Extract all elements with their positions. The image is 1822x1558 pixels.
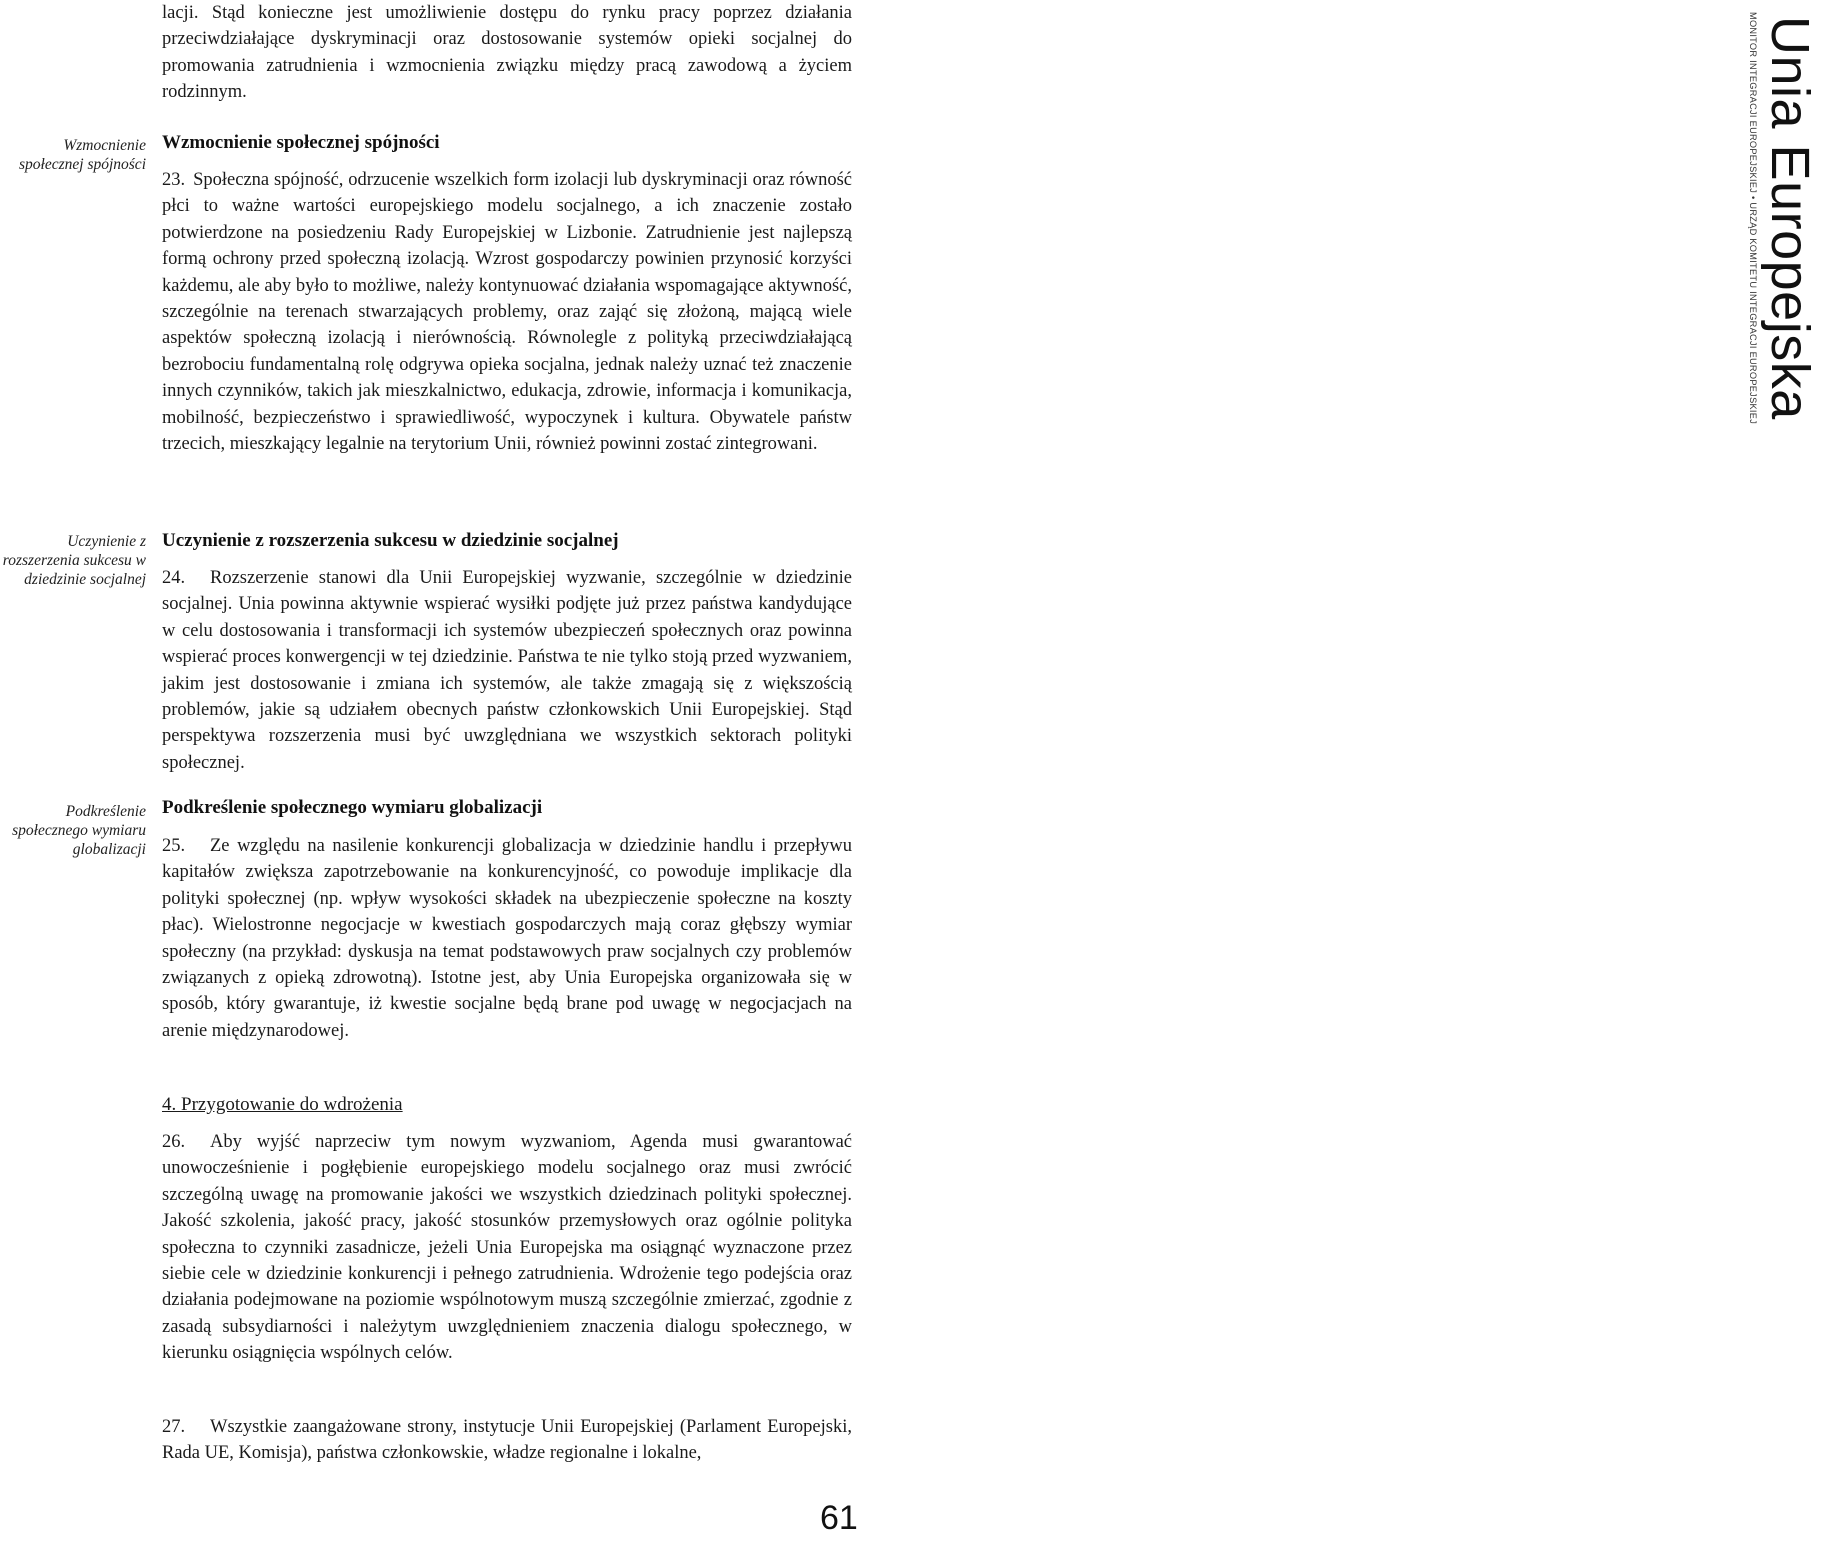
paragraph-text: Rozszerzenie stanowi dla Unii Europejskiej wyzwanie, szczególnie w dziedzinie socjalnej. Unia powinna aktywnie wspierać wysiłki podjęte już przez państwa kandydujące w celu dostosowania i transformacji ich systemów ubezpieczeń społecznych oraz powinna wspierać proces konwergencji w tej dziedzinie. Państwa te nie tylko stoją przed wyzwaniem, jakim jest dostosowanie i zmiana ich systemów, ale także zmagają się z większością problemów, jakie są udziałem obecnych państw członkowskich Unii Europejskiej. Stąd perspektywa rozszerzenia musi być uwzględniana we wszystkich sektorach polityki społecznej.: [162, 568, 852, 773]
intro-paragraph: lacji. Stąd konieczne jest umożliwienie dostępu do rynku pracy poprzez działania przeciwdziałające dyskryminacji oraz dostosowanie systemów opieki socjalnej do promowania zatrudnienia i wzmocnienia związku między pracą zawodową a życiem rodzinnym.: [162, 3, 852, 103]
chapter-body-continued: [162, 1414, 852, 1467]
paragraph-text: Ze względu na nasilenie konkurencji globalizacja w dziedzinie handlu i przepływu kapitałów zwiększa zapotrzebowanie na konkurencyjność, co powoduje implikacje dla polityki społecznej (np. wpływ wysokości składek na ubezpieczenie społeczne na koszty płac). Wielostronne negocjacje w kwestiach gospodarczych mają coraz głębszy wymiar społeczny (na przykład: dyskusja na temat podstawowych praw socjalnych czy problemów związanych z opieką zdrowotną). Istotne jest, aby Unia Europejska organizowała się w sposób, który gwarantuje, iż kwestie socjalne będą brane pod uwagę w negocjacjach na arenie międzynarodowej.: [162, 836, 852, 1041]
intro-block: [162, 0, 852, 106]
section-body-enlargement: [162, 565, 852, 776]
paragraph-text: Społeczna spójność, odrzucenie wszelkich form izolacji lub dyskryminacji oraz równość płci to ważne wartości europejskiego modelu socjalnego, a ich znaczenie zostało potwierdzone na posiedzeniu Rady Europejskiej w Lizbonie. Zatrudnienie jest najlepszą formą ochrony przed społeczną izolacją. Wzrost gospodarczy powinien przynosić korzyści każdemu, ale aby było to możliwe, należy kontynuować działania wspomagające aktywność, szczególnie na terenach stwarzających problemy, oraz zająć się złożoną, mającą wiele aspektów społeczną izolacją i nierównością. Równolegle z polityką przeciwdziałającą bezrobociu fundamentalną rolę odgrywa opieka socjalna, jednak należy uznać też znaczenie innych czynników, takich jak mieszkalnictwo, edukacja, zdrowie, informacja i komunikacja, mobilność, bezpieczeństwo i sprawiedliwość, wypoczynek i kultura. Obywatele państw trzecich, mieszkający legalnie na terytorium Unii, również powinni zostać zintegrowani.: [162, 170, 852, 455]
page-number: 61: [820, 1499, 858, 1537]
margin-note-social-cohesion: Wzmocnienie społecznej spójności: [19, 137, 146, 173]
paragraph-text: Aby wyjść naprzeciw tym nowym wyzwaniom, Agenda musi gwarantować unowocześnienie i pogłębienie europejskiego modelu socjalnego oraz musi zwrócić szczególną uwagę na promowanie jakości we wszystkich dziedzinach polityki społecznej. Jakość szkolenia, jakość pracy, jakość stosunków przemysłowych oraz ogólnie polityka społeczna to czynniki zasadnicze, jeżeli Unia Europejska ma osiągnąć wyznaczone przez siebie cele w dziedzinie konkurencji i pełnego zatrudnienia. Wdrożenie tego podejścia oraz działania podejmowane na poziomie wspólnotowym muszą szczególnie zmierzać, zgodnie z zasadą subsydiarności i należytym uwzględnieniem znaczenia dialogu społecznego, w kierunku osiągnięcia wspólnych celów.: [162, 1132, 852, 1364]
paragraph-number: 23.: [162, 170, 186, 190]
section-body-globalization: [162, 833, 852, 1044]
margin-note-enlargement: Uczynienie z rozszerzenia sukcesu w dziedzinie socjalnej: [2, 533, 146, 588]
chapter-body: [162, 1129, 852, 1367]
paragraph-number: 24.: [162, 568, 186, 588]
paragraph-23: [162, 167, 852, 457]
paragraph-24: [162, 565, 852, 776]
margin-note-globalization: Podkreślenie społecznego wymiaru globalizacji: [12, 803, 146, 858]
paragraph-number: 27.: [162, 1417, 186, 1437]
spine-title: Unia Europejska: [1760, 16, 1820, 420]
spine-subtitle: MONITOR INTEGRACJI EUROPEJSKIEJ • URZĄD KOMITETU INTEGRACJI EUROPEJSKIEJ: [1748, 12, 1758, 425]
section-heading-enlargement: Uczynienie z rozszerzenia sukcesu w dziedzinie socjalnej: [162, 530, 619, 551]
paragraph-26: [162, 1129, 852, 1367]
paragraph-text: Wszystkie zaangażowane strony, instytucje Unii Europejskiej (Parlament Europejski, Rada UE, Komisja), państwa członkowskie, władze regionalne i lokalne,: [162, 1417, 852, 1464]
paragraph-25: [162, 833, 852, 1044]
chapter-title: 4. Przygotowanie do wdrożenia: [162, 1094, 403, 1115]
paragraph-number: 25.: [162, 836, 186, 856]
spine: [862, 0, 1820, 425]
section-heading-globalization: Podkreślenie społecznego wymiaru globalizacji: [162, 797, 543, 818]
section-heading-social-cohesion: Wzmocnienie społecznej spójności: [162, 132, 440, 153]
section-body-social-cohesion: [162, 167, 852, 457]
paragraph-27: [162, 1414, 852, 1467]
paragraph-number: 26.: [162, 1132, 186, 1152]
